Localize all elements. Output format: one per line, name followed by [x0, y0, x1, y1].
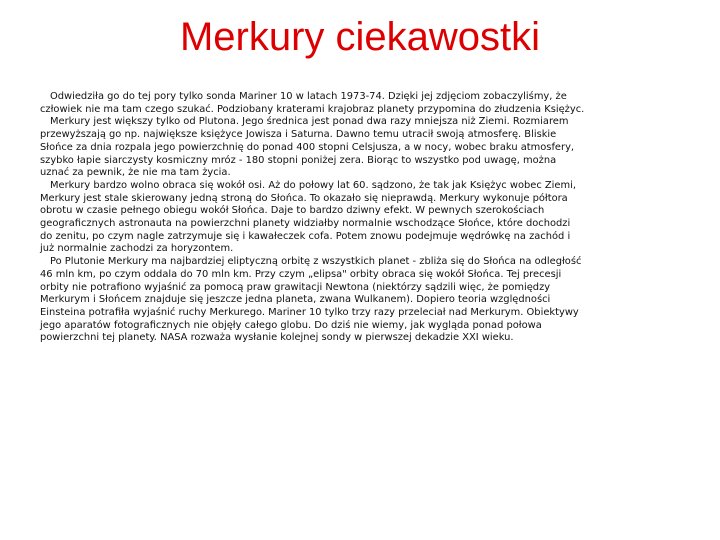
paragraph-size-atmosphere: Merkury jest większy tylko od Plutona. Jego średnica jest ponad dwa razy mniejsza niż Ziemi. Rozmiarem przewyższają go np. największe księżyce Jowisza i Saturna. Dawno temu utracił swoją atmosferę. Bliskie Słońce za dnia rozpala jego powierzchnię do ponad 400 stopni Celsjusza, a w nocy, wobec braku atmosfery, szybko łapie siarczysty kosmiczny mróz - 180 stopni poniżej zera. Biorąc to wszystko pod uwagę, można uznać za pewnik, że nie ma tam życia. — [40, 116, 575, 179]
paragraph-orbit: Po Plutonie Merkury ma najbardziej eliptyczną orbitę z wszystkich planet - zbliża się do Słońca na odległość 46 mln km, po czym oddala do 70 mln km. Przy czym „elipsa" orbity obraca się wokół Słońca. Tej precesji orbity nie potrafiono wyjaśnić za pomocą praw grawitacji Newtona (niektórzy sądzili więc, że pomiędzy Merkurym i Słońcem znajduje się jeszcze jedna planeta, zwana Wulkanem). Dopiero teoria względności Einsteina potrafiła wyjaśnić ruchy Merkurego. Mariner 10 tylko trzy razy przeleciał nad Merkurym. Obiektywy jego aparatów fotograficznych nie objęły całego globu. Do dziś nie wiemy, jak wygląda ponad połowa powierzchni tej planety. NASA rozważa wysłanie kolejnej sondy w pierwszej dekadzie XXI wieku. — [40, 256, 582, 344]
slide-title: Merkury ciekawostki — [179, 15, 541, 59]
paragraph-mariner: Odwiedziła go do tej pory tylko sonda Mariner 10 w latach 1973-74. Dzięki jej zdjęciom zobaczyliśmy, że człowiek nie ma tam czego szukać. Podziobany kraterami krajobraz planety przypomina do złudzenia Księżyc. — [40, 91, 585, 115]
slide-body-text — [40, 91, 585, 345]
paragraph-rotation: Merkury bardzo wolno obraca się wokół osi. Aż do połowy lat 60. sądzono, że tak jak Księżyc wobec Ziemi, Merkury jest stale skierowany jedną stroną do Słońca. To okazało się nieprawdą. Merkury wykonuje półtora obrotu w czasie pełnego obiegu wokół Słońca. Daje to bardzo dziwny efekt. W pewnych szerokościach geograficznych astronauta na powierzchni planety widziałby normalnie wschodzące Słońce, które dochodzi do zenitu, po czym nagle zatrzymuje się i kawałeczek cofa. Potem znowu podejmuje wędrówkę na zachód i już normalnie zachodzi za horyzontem. — [40, 179, 576, 255]
